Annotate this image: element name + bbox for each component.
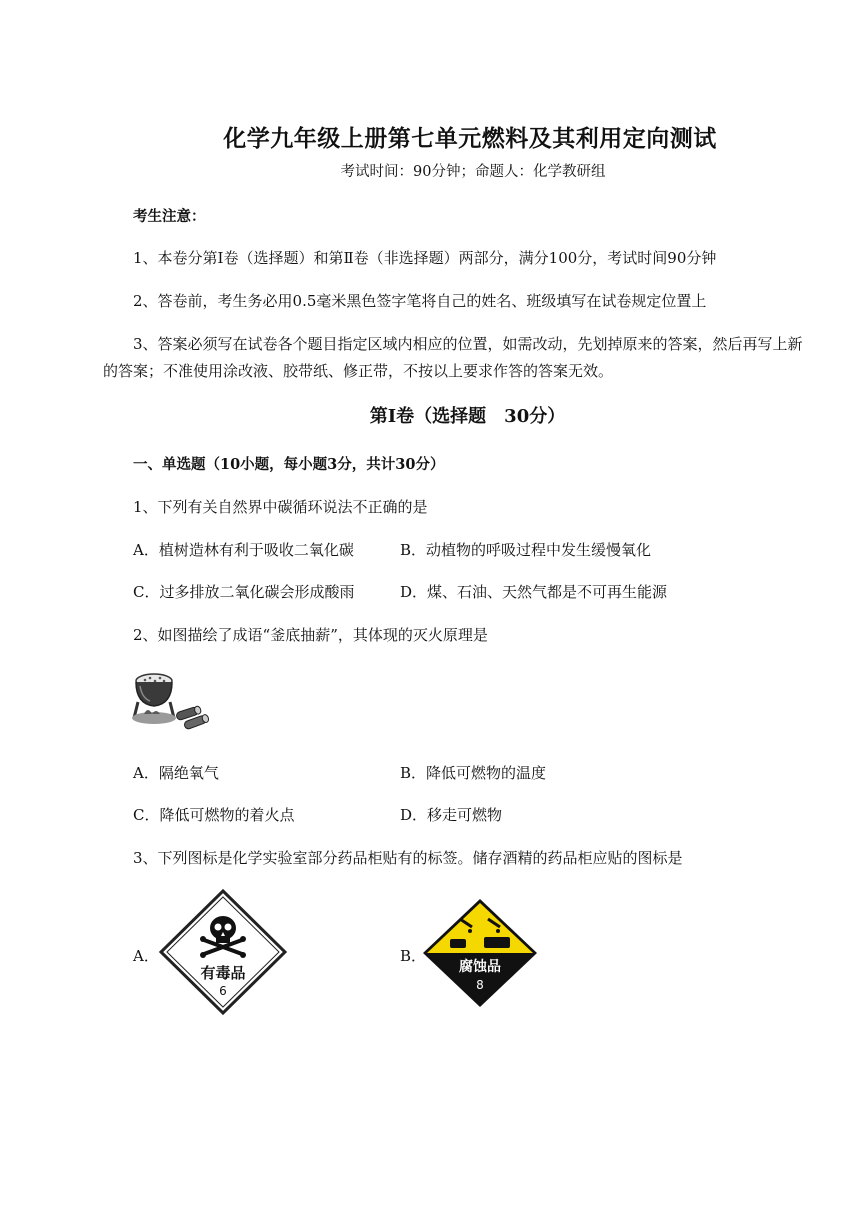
- toxic-sign-label: 有毒品: [200, 964, 246, 982]
- exam-info: 考试时间：90分钟；命题人：化学教研组: [340, 164, 606, 180]
- page-title: 化学九年级上册第七单元燃料及其利用定向测试: [223, 125, 717, 152]
- notice-item-1: 1、本卷分第Ⅰ卷（选择题）和第Ⅱ卷（非选择题）两部分，满分100分，考试时间90分钟: [133, 249, 717, 267]
- corrosive-sign-label: 腐蚀品: [459, 959, 501, 975]
- question-1-option-a: A．植树造林有利于吸收二氧化碳: [133, 541, 354, 559]
- question-1-option-c: C．过多排放二氧化碳会形成酸雨: [133, 583, 355, 601]
- question-1-stem: 1、下列有关自然界中碳循环说法不正确的是: [133, 498, 428, 516]
- toxic-sign-class-number: 6: [219, 984, 227, 998]
- cauldron-fire-illustration: [130, 668, 212, 730]
- question-3-stem: 3、下列图标是化学实验室部分药品柜贴有的标签。储存酒精的药品柜应贴的图标是: [133, 849, 683, 867]
- question-2-option-b: B．降低可燃物的温度: [400, 764, 547, 782]
- notice-item-2: 2、答卷前，考生务必用0.5毫米黑色签字笔将自己的姓名、班级填写在试卷规定位置上: [133, 292, 707, 310]
- notice-item-3: 3、答案必须写在试卷各个题目指定区域内相应的位置，如需改动，先划掉原来的答案，然后再写上新的答案；不准使用涂改液、胶带纸、修正带，不按以上要求作答的答案无效。: [103, 335, 803, 380]
- question-2-stem: 2、如图描绘了成语“釜底抽薪”，其体现的灭火原理是: [133, 626, 488, 644]
- part-heading: 一、单选题（10小题，每小题3分，共计30分）: [133, 456, 445, 473]
- question-3-option-a: A．: [133, 947, 159, 965]
- question-3-option-b: B．: [400, 947, 427, 965]
- question-1-option-b: B．动植物的呼吸过程中发生缓慢氧化: [400, 541, 652, 559]
- question-1-option-d: D．煤、石油、天然气都是不可再生能源: [400, 583, 668, 601]
- question-2-option-a: A．隔绝氧气: [133, 764, 219, 782]
- question-2-option-c: C．降低可燃物的着火点: [133, 806, 295, 824]
- notice-heading: 考生注意：: [133, 208, 206, 225]
- corrosive-sign-class-number: 8: [476, 978, 484, 992]
- toxic-hazard-sign: [158, 888, 288, 1016]
- corrosive-hazard-sign: [420, 897, 540, 1009]
- section-title: 第Ⅰ卷（选择题 30分）: [369, 406, 566, 427]
- question-2-option-d: D．移走可燃物: [400, 806, 503, 824]
